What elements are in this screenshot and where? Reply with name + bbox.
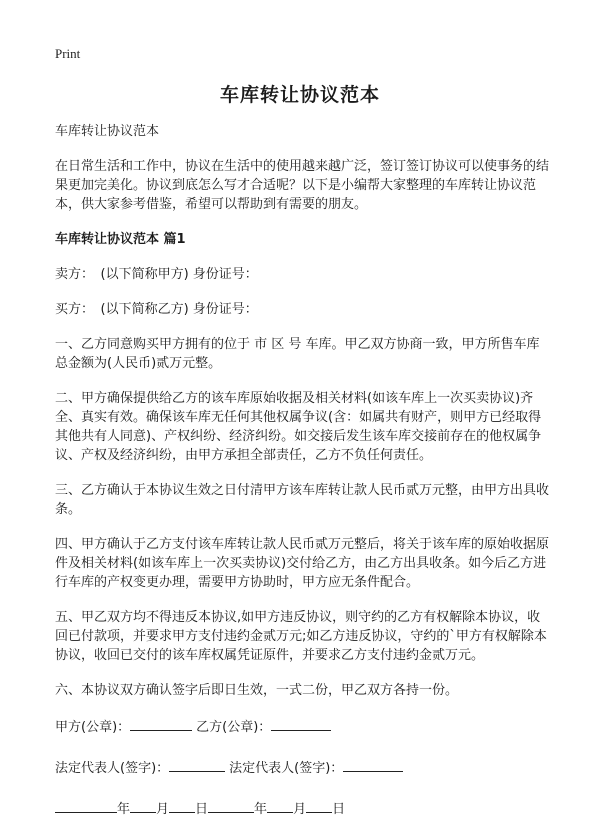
print-link[interactable]: Print bbox=[55, 46, 81, 61]
buyer-line: 买方： (以下简称乙方) 身份证号： bbox=[55, 302, 258, 317]
date-row bbox=[55, 798, 550, 819]
clause-5: 五、甲乙双方均不得违反本协议,如甲方违反协议，则守约的乙方有权解除本协议，收回已付款项，并要求甲方支付违约金贰万元;如乙方违反协议，守约的`甲方有权解除本协议，收回已交付的该车库权属凭证原件，并要求乙方支付违约金贰万元。 bbox=[55, 610, 547, 663]
clause-3: 三、乙方确认于本协议生效之日付清甲方该车库转让款人民币贰万元整，由甲方出具收条。 bbox=[55, 483, 550, 517]
legal-rep-row bbox=[55, 757, 550, 778]
date-a-day-label: 日 bbox=[195, 802, 209, 817]
document-title: 车库转让协议范本 bbox=[219, 84, 380, 106]
party-b-seal-label: 乙方(公章)： bbox=[196, 720, 272, 735]
date-b-month-blank bbox=[267, 798, 293, 813]
date-b-year-label: 年 bbox=[254, 802, 268, 817]
seal-row bbox=[55, 716, 550, 737]
legal-rep-a-blank bbox=[169, 757, 225, 772]
party-b-seal-blank bbox=[271, 716, 331, 731]
clause-2: 二、甲方确保提供给乙方的该车库原始收据及相关材料(如该车库上一次买卖协议)齐全、真实有效。确保该车库无任何其他权属争议(含：如属共有财产，则甲方已经取得其他共有人同意)、产权纠纷、经济纠纷。如交接后发生该车库交接前存在的他权属争议、产权及经济纠纷，由甲方承担全部责任，乙方不负任何责任。 bbox=[55, 391, 542, 463]
legal-rep-b-blank bbox=[343, 757, 403, 772]
date-b-month-label: 月 bbox=[293, 802, 307, 817]
date-a-year-blank bbox=[55, 798, 117, 813]
legal-rep-b-label: 法定代表人(签字)： bbox=[229, 761, 344, 776]
date-a-month-label: 月 bbox=[156, 802, 170, 817]
date-b-day-blank bbox=[306, 798, 332, 813]
date-a-month-blank bbox=[130, 798, 156, 813]
party-a-seal-blank bbox=[130, 716, 192, 731]
date-b-day-label: 日 bbox=[332, 802, 346, 817]
intro-paragraph: 在日常生活和工作中，协议在生活中的使用越来越广泛，签订签订协议可以使事务的结果更加完美化。协议到底怎么写才合适呢？以下是小编帮大家整理的车库转让协议范本，供大家参考借鉴，希望可以帮助到有需要的朋友。 bbox=[55, 159, 550, 212]
clause-4: 四、甲方确认于乙方支付该车库转让款人民币贰万元整后，将关于该车库的原始收据原件及相关材料(如该车库上一次买卖协议)交付给乙方，由乙方出具收条。如今后乙方进行车库的产权变更办理，需要甲方协助时，甲方应无条件配合。 bbox=[55, 537, 550, 590]
document-body bbox=[55, 122, 550, 839]
clause-6: 六、本协议双方确认签字后即日生效，一式二份，甲乙双方各持一份。 bbox=[55, 683, 459, 698]
party-a-seal-label: 甲方(公章)： bbox=[55, 720, 131, 735]
seller-line: 卖方： (以下简称甲方) 身份证号： bbox=[55, 267, 258, 282]
document-subtitle: 车库转让协议范本 bbox=[55, 124, 160, 139]
date-a-day-blank bbox=[169, 798, 195, 813]
date-a-year-label: 年 bbox=[117, 802, 131, 817]
section-heading: 车库转让协议范本 篇1 bbox=[55, 232, 186, 247]
legal-rep-a-label: 法定代表人(签字)： bbox=[55, 761, 170, 776]
clause-1: 一、乙方同意购买甲方拥有的位于 市 区 号 车库。甲乙双方协商一致，甲方所售车库总金额为(人民币)贰万元整。 bbox=[55, 337, 540, 371]
date-b-year-blank bbox=[208, 798, 254, 813]
